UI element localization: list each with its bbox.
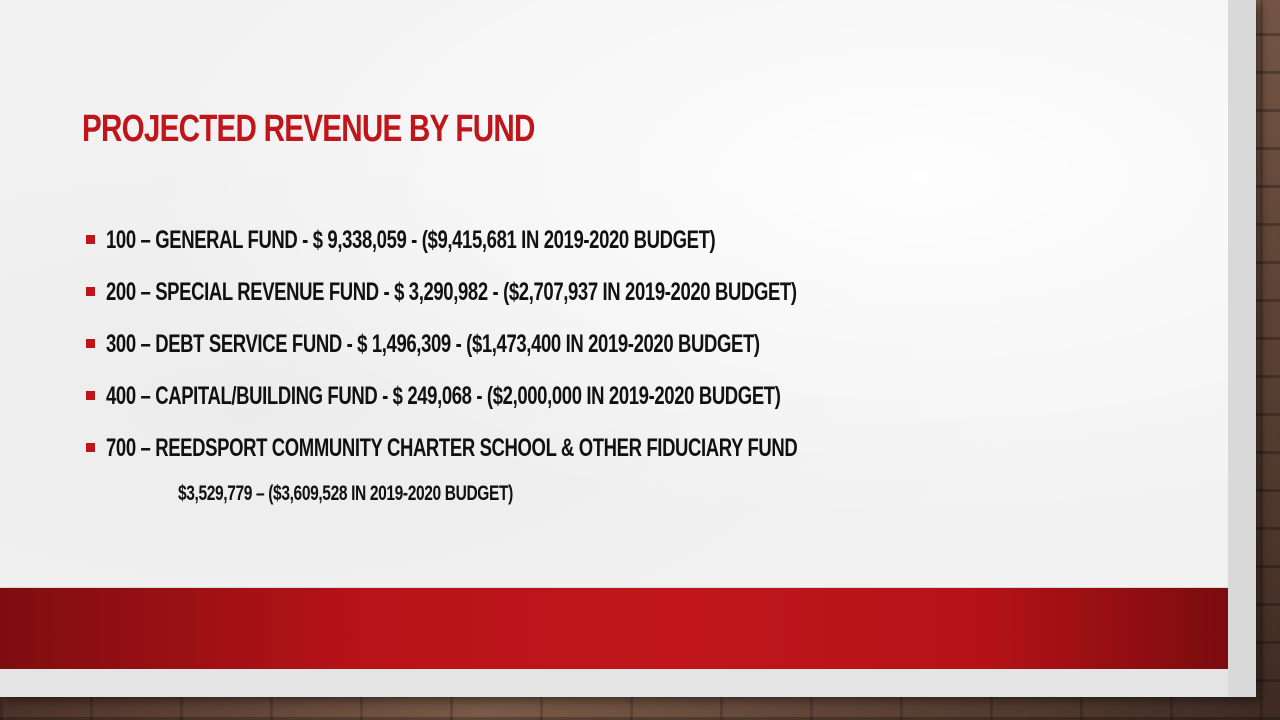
decorative-bottom-strip (0, 669, 1228, 697)
bullet-text: 400 – CAPITAL/BUILDING FUND - $ 249,068 - ($2,000,000 IN 2019-2020 BUDGET) (106, 382, 781, 410)
decorative-red-band (0, 588, 1228, 669)
slide-title: PROJECTED REVENUE BY FUND (82, 108, 535, 150)
square-bullet-icon (86, 287, 95, 296)
square-bullet-icon (86, 391, 95, 400)
bullet-continuation-text: $3,529,779 – ($3,609,528 IN 2019-2020 BUDGET) (178, 482, 513, 505)
bullet-text: 200 – SPECIAL REVENUE FUND - $ 3,290,982 - ($2,707,937 IN 2019-2020 BUDGET) (106, 278, 797, 306)
bullet-text: 700 – REEDSPORT COMMUNITY CHARTER SCHOOL & OTHER FIDUCIARY FUND (106, 434, 798, 462)
bullet-text: 100 – GENERAL FUND - $ 9,338,059 - ($9,415,681 IN 2019-2020 BUDGET) (106, 226, 716, 254)
square-bullet-icon (86, 443, 95, 452)
square-bullet-icon (86, 339, 95, 348)
bullet-text: 300 – DEBT SERVICE FUND - $ 1,496,309 - ($1,473,400 IN 2019-2020 BUDGET) (106, 330, 760, 358)
square-bullet-icon (86, 235, 95, 244)
